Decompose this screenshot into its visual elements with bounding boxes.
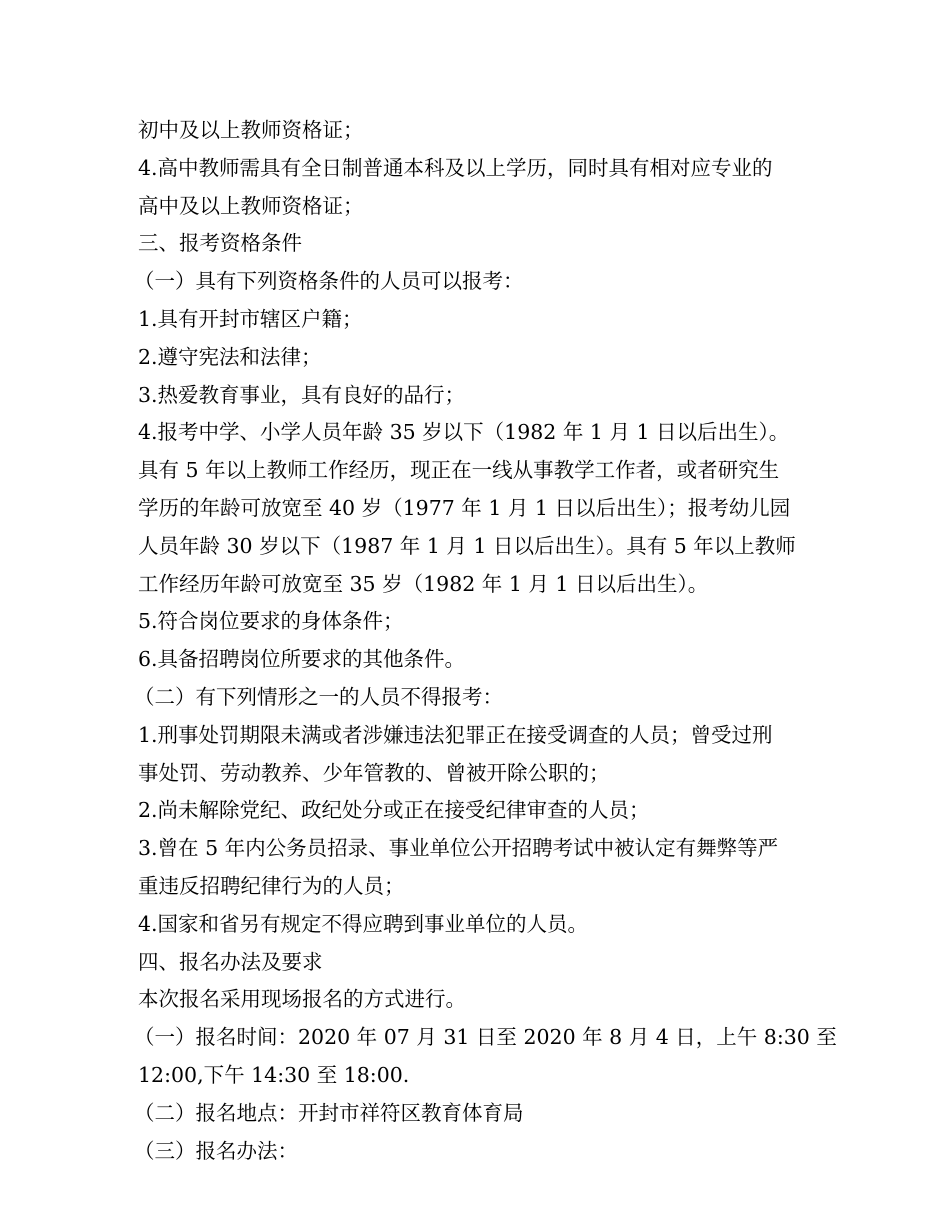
subsection-heading: （三）报名办法： <box>134 1138 298 1163</box>
section-heading: 三、报考资格条件 <box>138 231 302 256</box>
list-item: 1.具有开封市辖区户籍； <box>138 306 363 331</box>
text-line: 初中及以上教师资格证； <box>138 118 364 142</box>
list-item: 2.遵守宪法和法律； <box>138 344 322 369</box>
text-line: 重违反招聘纪律行为的人员； <box>138 873 405 898</box>
list-item: 1.刑事处罚期限未满或者涉嫌违法犯罪正在接受调查的人员；曾受过刑 <box>138 722 773 747</box>
text-line: 事处罚、劳动教养、少年管教的、曾被开除公职的； <box>138 760 610 785</box>
text-line: 学历的年龄可放宽至 40 岁（1977 年 1 月 1 日以后出生）；报考幼儿园 <box>138 495 791 520</box>
section-heading: 四、报名办法及要求 <box>138 949 323 974</box>
document-body <box>134 112 837 1170</box>
list-item: 4.报考中学、小学人员年龄 35 岁以下（1982 年 1 月 1 日以后出生）。 <box>138 420 790 445</box>
list-item: 4.国家和省另有规定不得应聘到事业单位的人员。 <box>138 911 589 936</box>
list-item: 3.曾在 5 年内公务员招录、事业单位公开招聘考试中被认定有舞弊等严 <box>138 836 779 861</box>
text-line: 人员年龄 30 岁以下（1987 年 1 月 1 日以后出生）。具有 5 年以上教师 <box>138 533 796 558</box>
text-line: 4.高中教师需具有全日制普通本科及以上学历，同时具有相对应专业的 <box>138 155 773 180</box>
list-item: 3.热爱教育事业，具有良好的品行； <box>138 382 466 407</box>
list-item: 2.尚未解除党纪、政纪处分或正在接受纪律审查的人员； <box>138 798 650 823</box>
subsection-heading: （二）有下列情形之一的人员不得报考： <box>134 684 503 709</box>
subsection-heading: （一）具有下列资格条件的人员可以报考： <box>134 269 524 294</box>
text-line: 本次报名采用现场报名的方式进行。 <box>138 987 466 1012</box>
subsection-heading: （二）报名地点：开封市祥符区教育体育局 <box>134 1100 524 1125</box>
text-line: 具有 5 年以上教师工作经历，现正在一线从事教学工作者，或者研究生 <box>138 458 780 483</box>
text-line: 高中及以上教师资格证； <box>138 193 364 218</box>
list-item: 5.符合岗位要求的身体条件； <box>138 609 404 634</box>
subsection-heading: （一）报名时间：2020 年 07 月 31 日至 2020 年 8 月 4 日，上午 8:30 至 <box>134 1025 837 1050</box>
text-line: 12:00,下午 14:30 至 18:00. <box>138 1062 410 1087</box>
text-line: 工作经历年龄可放宽至 35 岁（1982 年 1 月 1 日以后出生）。 <box>138 571 709 596</box>
list-item: 6.具备招聘岗位所要求的其他条件。 <box>138 647 466 672</box>
